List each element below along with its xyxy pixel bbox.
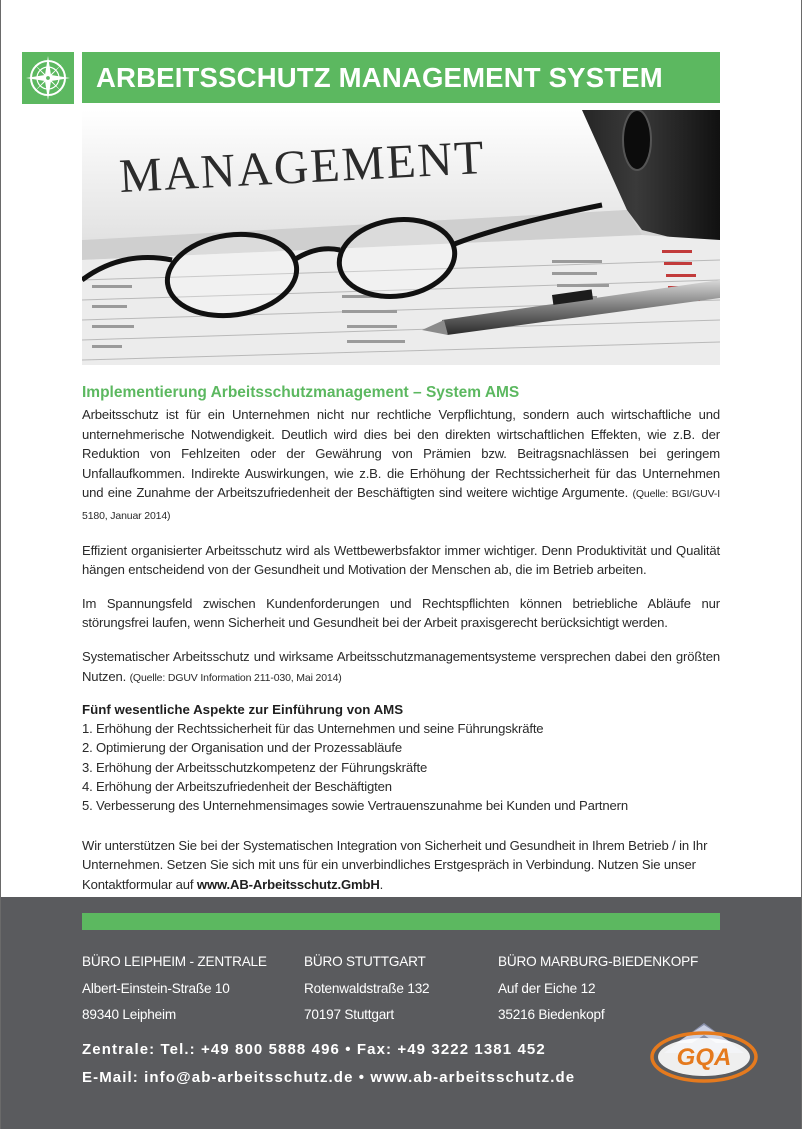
phone-fax-line: Zentrale: Tel.: +49 800 5888 496 • Fax: +49 3222 1381 452	[82, 1041, 546, 1058]
footer-green-bar	[82, 913, 720, 930]
compass-rose-icon	[22, 52, 74, 104]
list-item-text: Erhöhung der Rechtssicherheit für das Unternehmen und seine Führungskräfte	[96, 721, 544, 737]
list-item	[82, 719, 720, 738]
management-sign-text: MANAGEMENT	[117, 130, 487, 204]
gqa-logo-text: GQA	[676, 1044, 732, 1071]
paragraph-4-text: Systematischer Arbeitsschutz und wirksame Arbeitsschutzmanagementsysteme versprechen dabei den größten Nutzen.	[82, 648, 720, 684]
source-2: (Quelle: DGUV Information 211-030, Mai 2014)	[129, 671, 342, 684]
main-content	[82, 384, 720, 908]
list-item-number: 1.	[82, 721, 93, 737]
list-item-number: 2.	[82, 740, 93, 756]
office-name: BÜRO LEIPHEIM - ZENTRALE	[82, 954, 267, 969]
paragraph-3: Im Spannungsfeld zwischen Kundenforderungen und Rechtspflichten können betriebliche Abläufe nur störungsfrei laufen, wenn Sicherheit und Gesundheit bei der Arbeit praxisgerecht berücksichtigt werden.	[82, 595, 720, 631]
office-city: 35216 Biedenkopf	[498, 1007, 605, 1022]
office-street: Auf der Eiche 12	[498, 980, 596, 996]
list-item-number: 4.	[82, 779, 93, 795]
list-item	[82, 796, 720, 815]
list-item-number: 3.	[82, 759, 93, 775]
paragraph-2: Effizient organisierter Arbeitsschutz wird als Wettbewerbsfaktor immer wichtiger. Denn Produktivität und Qualität hängen entscheidend von der Gesundheit und Motivation der Menschen ab, die im Betrieb arbeiten.	[82, 542, 720, 578]
paragraph-4	[82, 647, 720, 688]
office-street: Rotenwaldstraße 132	[304, 980, 430, 996]
office-marburg-biedenkopf	[498, 949, 698, 1029]
list-item-text: Erhöhung der Arbeitszufriedenheit der Beschäftigten	[96, 779, 392, 795]
office-stuttgart	[304, 949, 429, 1029]
office-name: BÜRO MARBURG-BIEDENKOPF	[498, 954, 699, 969]
page-title: ARBEITSSCHUTZ MANAGEMENT SYSTEM	[96, 61, 663, 93]
office-city: 89340 Leipheim	[82, 1007, 176, 1022]
office-street: Albert-Einstein-Straße 10	[82, 980, 230, 996]
list-item	[82, 758, 720, 777]
list-item-text: Verbesserung des Unternehmensimages sowie Vertrauenszunahme bei Kunden und Partnern	[96, 798, 629, 814]
email-web-line[interactable]: E-Mail: info@ab-arbeitsschutz.de • www.ab-arbeitsschutz.de	[82, 1069, 576, 1086]
list-heading: Fünf wesentliche Aspekte zur Einführung von AMS	[82, 702, 404, 718]
gqa-logo	[646, 1019, 762, 1087]
contact-form-link[interactable]: www.AB-Arbeitsschutz.GmbH	[196, 876, 380, 892]
office-leipheim	[82, 949, 267, 1029]
paragraph-1	[82, 405, 720, 527]
footer	[1, 897, 801, 1129]
list-item	[82, 738, 720, 757]
aspects-list	[82, 719, 720, 815]
paragraph-1-text: Arbeitsschutz ist für ein Unternehmen nicht nur rechtliche Verpflichtung, sondern auch wirtschaftliche und unternehmerische Notwendigkeit. Deutlich wird dies bei den direkten wirtschaftlichen Effekten, wie z.B. der Reduktion von Fehlzeiten oder der Gewährung von Prämien bzw. Beitragsnachlässen bei geringem Unfallaufkommen. Indirekte Auswirkungen, wie z.B. die Erhöhung der Rechtssicherheit für das Unternehmen und eine Zunahme der Arbeitszufriedenheit der Beschäftigten sind weitere wichtige Argumente.	[82, 407, 720, 501]
paragraph-5	[82, 836, 720, 895]
office-city: 70197 Stuttgart	[304, 1007, 394, 1022]
paragraph-5-end: .	[379, 876, 384, 892]
title-bar	[82, 52, 720, 103]
list-item-number: 5.	[82, 798, 93, 814]
management-photo	[82, 110, 720, 365]
paragraph-5-text: Wir unterstützen Sie bei der Systematischen Integration von Sicherheit und Gesundheit in Ihrem Betrieb / in Ihr Unternehmen. Setzen Sie sich mit uns für ein unverbindliches Erstgespräch in Verbindung. Nutzen Sie unser Kontaktformular auf	[82, 837, 708, 892]
office-name: BÜRO STUTTGART	[304, 954, 426, 969]
source-1: (Quelle: BGI/GUV-I 5180, Januar 2014)	[82, 488, 720, 522]
list-item-text: Optimierung der Organisation und der Prozessabläufe	[96, 740, 403, 756]
list-item	[82, 777, 720, 796]
list-item-text: Erhöhung der Arbeitsschutzkompetenz der Führungskräfte	[96, 759, 428, 775]
section-heading: Implementierung Arbeitsschutzmanagement – System AMS	[82, 384, 520, 401]
